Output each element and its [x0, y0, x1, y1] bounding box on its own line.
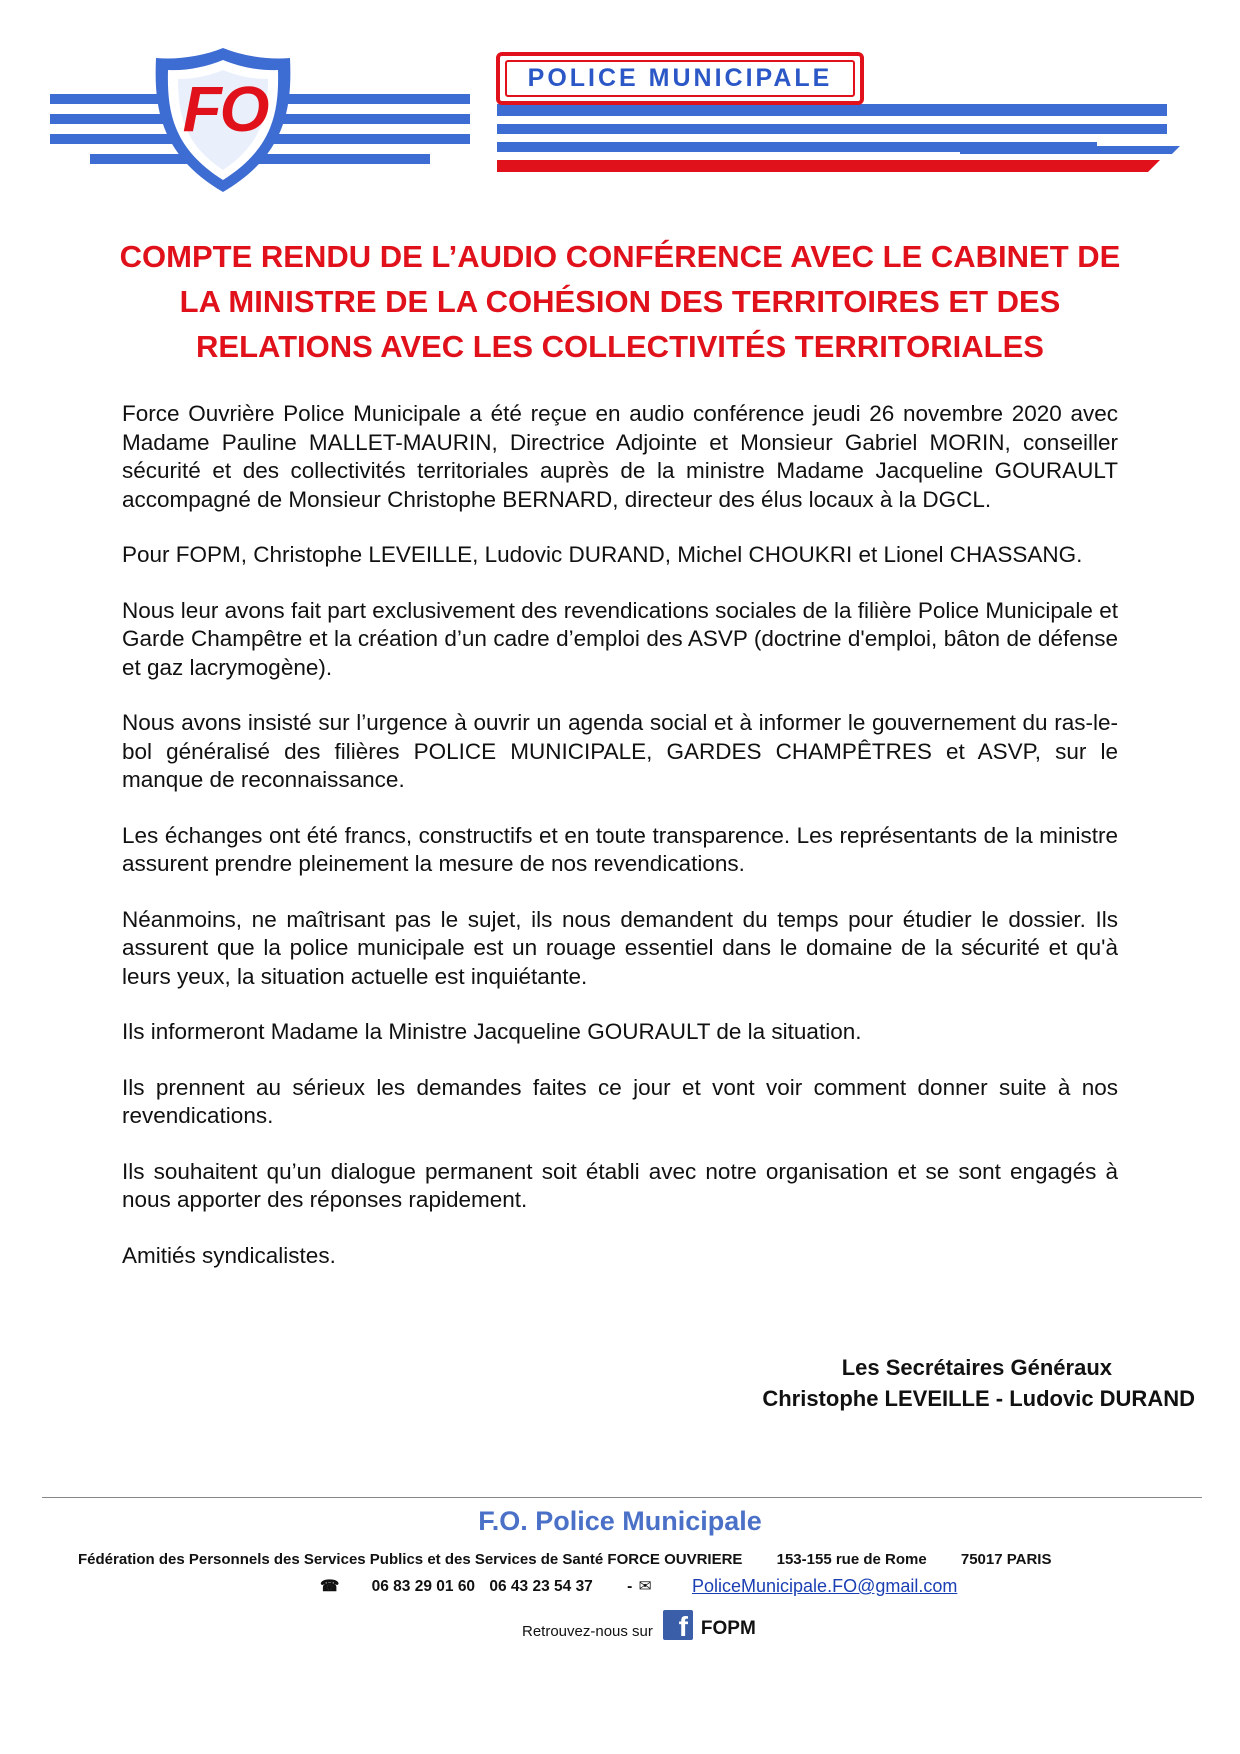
banner-text: POLICE MUNICIPALE [505, 60, 855, 97]
phone-number: 06 83 29 01 60 [371, 1578, 476, 1595]
title-line: LA MINISTRE DE LA COHÉSION DES TERRITOIRES ET DES [179, 284, 1061, 319]
title-line: RELATIONS AVEC LES COLLECTIVITÉS TERRITORIALES [196, 329, 1044, 364]
logo-text: FO [182, 73, 268, 145]
facebook-icon[interactable]: f [663, 1610, 693, 1640]
closing: Amitiés syndicalistes. [122, 1242, 336, 1268]
city-address: 75017 PARIS [960, 1551, 1052, 1568]
blue-stripe [497, 104, 1167, 116]
paragraph: Ils prennent au sérieux les demandes faites ce jour et vont voir comment donner suite à nos revendications. [122, 1074, 1118, 1128]
social-handle[interactable]: FOPM [700, 1618, 756, 1639]
police-municipale-banner [496, 52, 864, 105]
envelope-icon: ✉ [638, 1578, 652, 1595]
phone-number: 06 43 23 54 37 [489, 1578, 593, 1595]
document-title [60, 234, 1180, 369]
document-body [122, 400, 1118, 1297]
paragraph: Néanmoins, ne maîtrisant pas le sujet, ils nous demandent du temps pour étudier le dossier. Ils assurent que la police municipale est un rouage essentiel dans le domaine de la sécurité et qu'à leurs yeux, la situation actuelle est inquiétante. [122, 906, 1118, 989]
paragraph: Pour FOPM, Christophe LEVEILLE, Ludovic DURAND, Michel CHOUKRI et Lionel CHASSANG. [122, 542, 1083, 567]
letterhead [0, 0, 1240, 200]
paragraph: Nous avons insisté sur l’urgence à ouvrir un agenda social et à informer le gouvernement du ras-le-bol généralisé des filières POLICE MUNICIPALE, GARDES CHAMPÊTRES et ASVP, sur le manque de reconnaissance. [122, 710, 1118, 792]
footer-address [78, 1551, 1081, 1568]
federation-name: Fédération des Personnels des Services Publics et des Services de Santé FORCE OUVRIERE [78, 1551, 743, 1568]
footer-org-name: F.O. Police Municipale [478, 1506, 762, 1536]
signature-title: Les Secrétaires Généraux [841, 1355, 1112, 1380]
paragraph: Force Ouvrière Police Municipale a été reçue en audio conférence jeudi 26 novembre 2020 avec Madame Pauline MALLET-MAURIN, Directrice Adjointe et Monsieur Gabriel MORIN, conseiller sécurité et des collectivités territoriales auprès de la ministre Madame Jacqueline GOURAULT accompagné de Monsieur Christophe BERNARD, directeur des élus locaux à la DGCL. [122, 401, 1118, 512]
footer-contact [320, 1577, 662, 1596]
red-stripe [497, 160, 967, 172]
phone-icon: ☎ [320, 1578, 340, 1595]
email-link[interactable]: PoliceMunicipale.FO@gmail.com [692, 1576, 958, 1596]
title-line: COMPTE RENDU DE L’AUDIO CONFÉRENCE AVEC LE CABINET DE [119, 239, 1121, 274]
footer-social [522, 1610, 756, 1640]
email-separator: - [627, 1578, 633, 1595]
paragraph: Ils souhaitent qu’un dialogue permanent soit établi avec notre organisation et se sont engagés à nous apporter des réponses rapidement. [122, 1158, 1118, 1212]
paragraph: Ils informeront Madame la Ministre Jacqueline GOURAULT de la situation. [122, 1019, 862, 1044]
paragraph: Nous leur avons fait part exclusivement des revendications sociales de la filière Police Municipale et Garde Champêtre et la création d’un cadre d’emploi des ASVP (doctrine d'emploi, bâton de défense et gaz lacrymogène). [122, 597, 1118, 680]
street-address: 153-155 rue de Rome [776, 1551, 927, 1568]
red-stripe-slant [960, 146, 1180, 176]
paragraph: Les échanges ont été francs, constructifs et en toute transparence. Les représentants de la ministre assurent prendre pleinement la mesure de nos revendications. [122, 822, 1118, 876]
blue-stripe [497, 124, 1167, 134]
signature-names: Christophe LEVEILLE - Ludovic DURAND [762, 1386, 1195, 1411]
social-prefix: Retrouvez-nous sur [522, 1623, 653, 1640]
signature-block [762, 1352, 1195, 1414]
footer-divider [42, 1497, 1202, 1498]
